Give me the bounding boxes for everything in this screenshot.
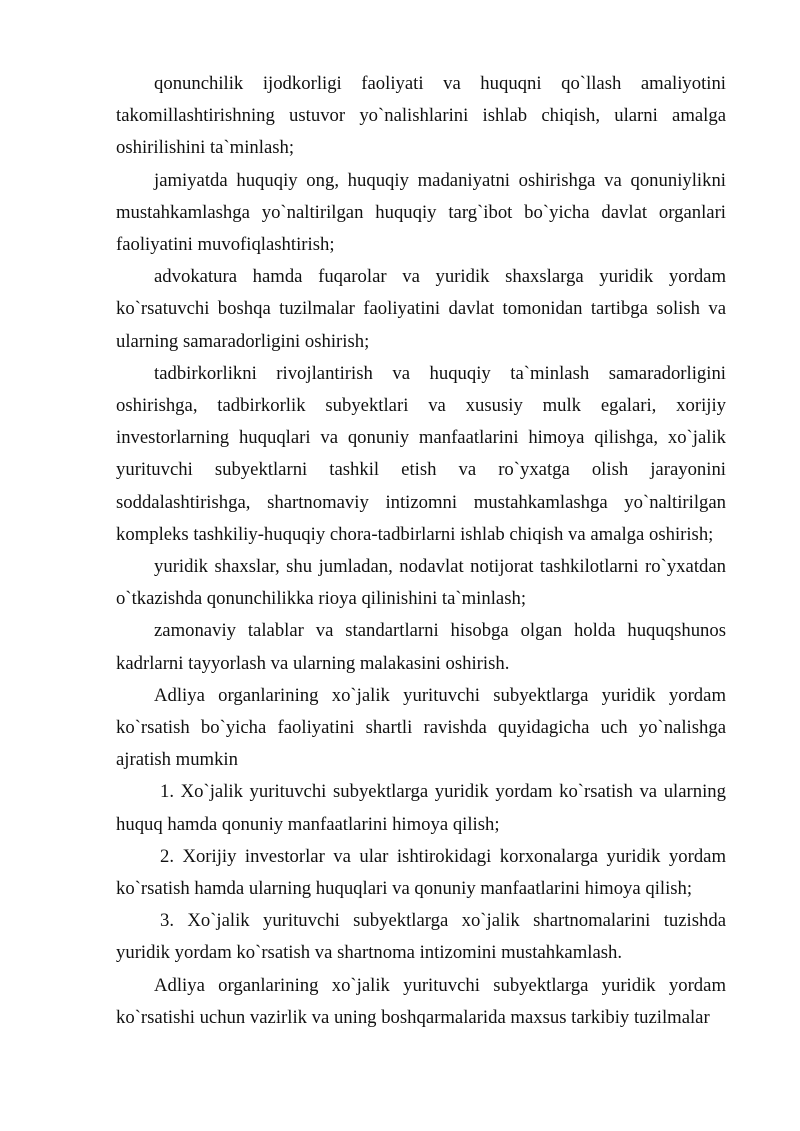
paragraph-personnel: zamonaviy talablar va standartlarni hisobga olgan holda huquqshunos kadrlarni tayyorlash va ularning malakasini oshirish. <box>116 620 726 674</box>
list-item-2: 2. Xorijiy investorlar va ular ishtirokidagi korxonalarga yuridik yordam ko`rsatish hamda ularning huquqlari va qonuniy manfaatlarini himoya qilish; <box>116 845 726 900</box>
paragraph-entrepreneurship: tadbirkorlikni rivojlantirish va huquqiy ta`minlash samaradorligini oshirishga, tadbirkorlik subyektlari va xususiy mulk egalari, xorijiy investorlarning huquqlari va qonuniy manfaatlarini himoya qilishga, xo`jalik yurituvchi subyektlarni tashkil etish va ro`yxatga olish jarayonini soddalashtirishga, shartnomaviy intizomni mustahkamlashga yo`naltirilgan kompleks tashkiliy-huquqiy chora-tadbirlarni ishlab chiqish va amalga oshirish; <box>116 362 726 545</box>
list-item-1: 1. Xo`jalik yurituvchi subyektlarga yuridik yordam ko`rsatish va ularning huquq hamda qonuniy manfaatlarini himoya qilish; <box>116 781 726 835</box>
document-page <box>116 68 726 1034</box>
list-item-3: 3. Xo`jalik yurituvchi subyektlarga xo`jalik shartnomalarini tuzishda yuridik yordam ko`rsatish va shartnoma intizomini mustahkamlash. <box>116 910 726 964</box>
paragraph-advocacy: advokatura hamda fuqarolar va yuridik shaxslarga yuridik yordam ko`rsatuvchi boshqa tuzilmalar faoliyatini davlat tomonidan tartibga solish va ularning samaradorligini oshirish; <box>116 266 726 352</box>
paragraph-legal-entities: yuridik shaxslar, shu jumladan, nodavlat notijorat tashkilotlarni ro`yxatdan o`tkazishda qonunchilikka rioya qilinishini ta`minlash; <box>116 556 726 610</box>
paragraph-legislation: qonunchilik ijodkorligi faoliyati va huquqni qo`llash amaliyotini takomillashtirishning ustuvor yo`nalishlarini ishlab chiqish, ularni amalga oshirilishini ta`minlash; <box>116 73 726 159</box>
paragraph-structures: Adliya organlarining xo`jalik yurituvchi subyektlarga yuridik yordam ko`rsatishi uchun vazirlik va uning boshqarmalarida maxsus tarkibiy tuzilmalar <box>116 974 726 1028</box>
paragraph-directions-intro: Adliya organlarining xo`jalik yurituvchi subyektlarga yuridik yordam ko`rsatish bo`yicha faoliyatini shartli ravishda quyidagicha uch yo`nalishga ajratish mumkin <box>116 684 726 771</box>
paragraph-legal-awareness: jamiyatda huquqiy ong, huquqiy madaniyatni oshirishga va qonuniylikni mustahkamlashga yo`naltirilgan huquqiy targ`ibot bo`yicha davlat organlari faoliyatini muvofiqlashtirish; <box>116 169 726 256</box>
